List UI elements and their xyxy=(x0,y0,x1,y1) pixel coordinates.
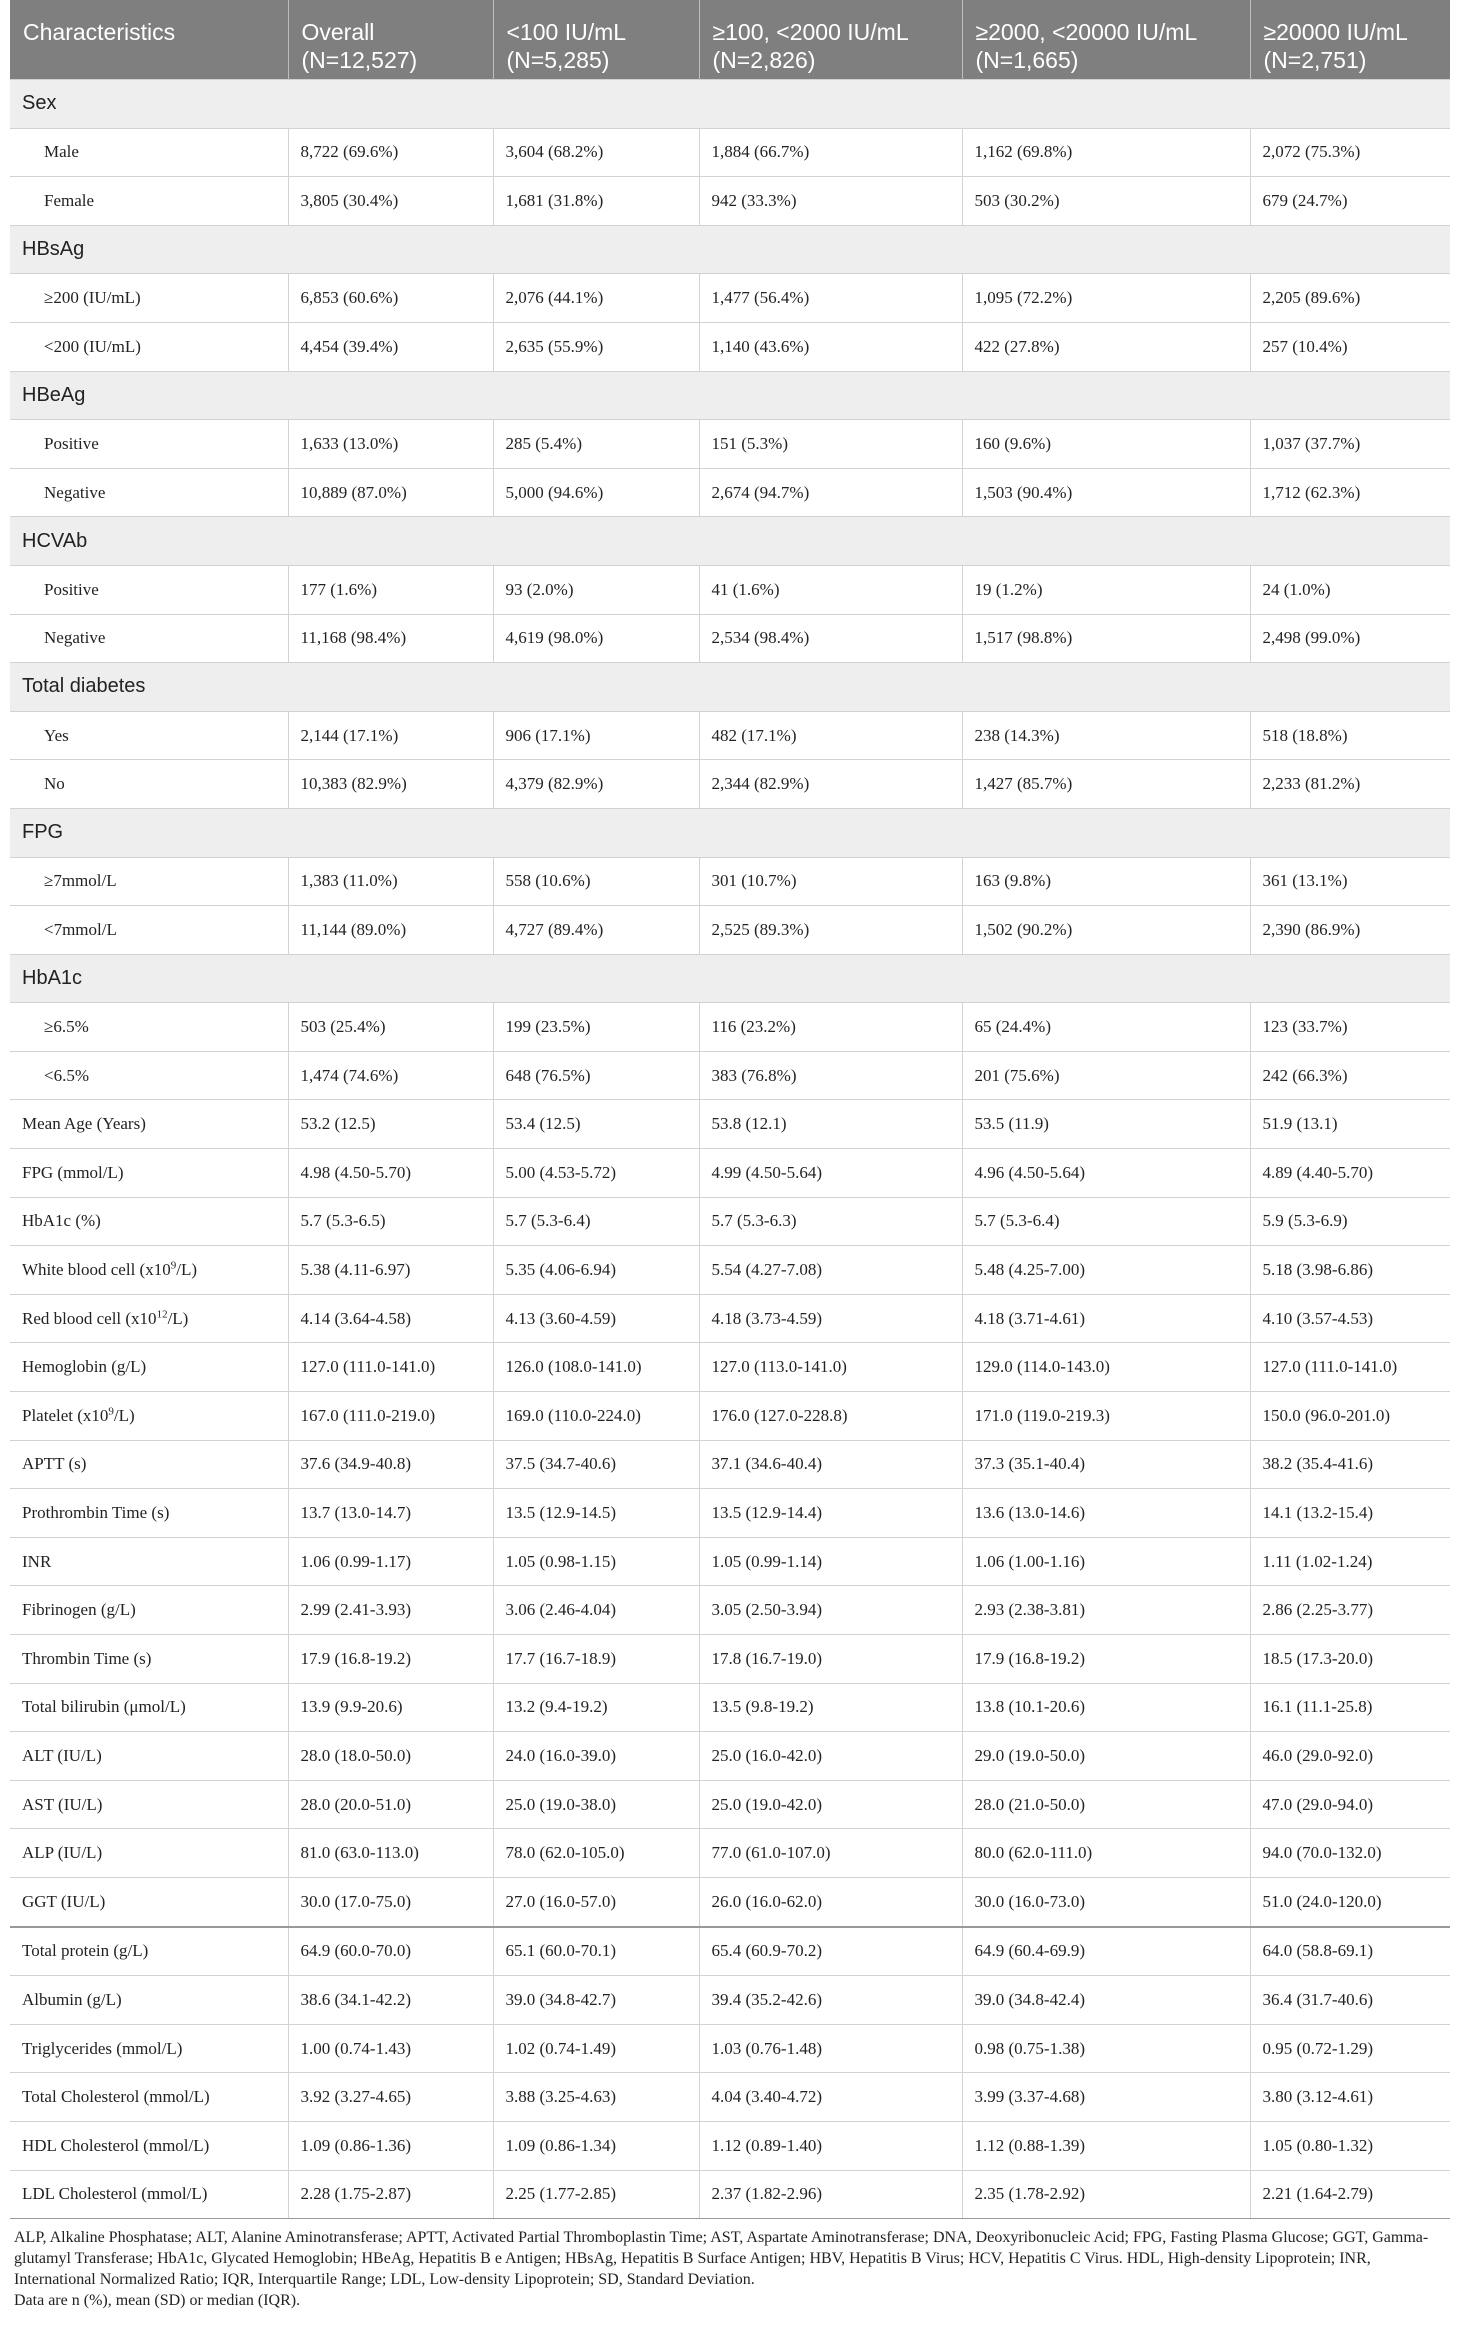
table-cell: 163 (9.8%) xyxy=(962,857,1250,906)
table-cell: 1.12 (0.89-1.40) xyxy=(699,2121,962,2170)
table-cell: 25.0 (16.0-42.0) xyxy=(699,1732,962,1781)
table-cell: 4.98 (4.50-5.70) xyxy=(288,1149,493,1198)
table-cell: 4.04 (3.40-4.72) xyxy=(699,2073,962,2122)
table-cell: 1,633 (13.0%) xyxy=(288,420,493,469)
table-cell: 201 (75.6%) xyxy=(962,1051,1250,1100)
table-row xyxy=(10,2024,1450,2073)
table-row xyxy=(10,906,1450,955)
table-cell: 10,383 (82.9%) xyxy=(288,760,493,809)
table-cell: 13.2 (9.4-19.2) xyxy=(493,1683,699,1732)
characteristics-table xyxy=(10,0,1450,2219)
row-label: Thrombin Time (s) xyxy=(10,1635,288,1684)
table-row xyxy=(10,1100,1450,1149)
row-label: Mean Age (Years) xyxy=(10,1100,288,1149)
table-cell: 5.7 (5.3-6.3) xyxy=(699,1197,962,1246)
table-cell: 37.3 (35.1-40.4) xyxy=(962,1440,1250,1489)
row-label: ALT (IU/L) xyxy=(10,1732,288,1781)
table-row xyxy=(10,128,1450,177)
table-cell: 942 (33.3%) xyxy=(699,177,962,226)
table-cell: 13.9 (9.9-20.6) xyxy=(288,1683,493,1732)
table-row xyxy=(10,274,1450,323)
table-cell: 37.5 (34.7-40.6) xyxy=(493,1440,699,1489)
table-row xyxy=(10,1246,1450,1295)
table-cell: 64.0 (58.8-69.1) xyxy=(1250,1927,1450,1976)
table-cell: 2,072 (75.3%) xyxy=(1250,128,1450,177)
table-cell: 1,140 (43.6%) xyxy=(699,322,962,371)
table-cell: 28.0 (20.0-51.0) xyxy=(288,1780,493,1829)
group-header-row xyxy=(10,808,1450,857)
table-row xyxy=(10,1197,1450,1246)
table-row xyxy=(10,614,1450,663)
table-cell: 4.89 (4.40-5.70) xyxy=(1250,1149,1450,1198)
group-label: Sex xyxy=(10,80,1450,129)
table-cell: 3.92 (3.27-4.65) xyxy=(288,2073,493,2122)
table-cell: 558 (10.6%) xyxy=(493,857,699,906)
table-cell: 169.0 (110.0-224.0) xyxy=(493,1392,699,1441)
table-cell: 3.88 (3.25-4.63) xyxy=(493,2073,699,2122)
row-label: No xyxy=(10,760,288,809)
table-cell: 29.0 (19.0-50.0) xyxy=(962,1732,1250,1781)
table-cell: 37.1 (34.6-40.4) xyxy=(699,1440,962,1489)
table-cell: 2,144 (17.1%) xyxy=(288,711,493,760)
table-cell: 1.09 (0.86-1.34) xyxy=(493,2121,699,2170)
table-cell: 2,635 (55.9%) xyxy=(493,322,699,371)
table-cell: 13.5 (9.8-19.2) xyxy=(699,1683,962,1732)
table-cell: 1.05 (0.99-1.14) xyxy=(699,1537,962,1586)
table-cell: 17.9 (16.8-19.2) xyxy=(962,1635,1250,1684)
table-cell: 5.9 (5.3-6.9) xyxy=(1250,1197,1450,1246)
table-cell: 28.0 (21.0-50.0) xyxy=(962,1780,1250,1829)
table-cell: 4.18 (3.71-4.61) xyxy=(962,1294,1250,1343)
table-cell: 127.0 (113.0-141.0) xyxy=(699,1343,962,1392)
table-cell: 38.2 (35.4-41.6) xyxy=(1250,1440,1450,1489)
header-characteristics: Characteristics xyxy=(10,0,288,80)
table-cell: 5,000 (94.6%) xyxy=(493,468,699,517)
table-cell: 1.00 (0.74-1.43) xyxy=(288,2024,493,2073)
row-label-text: Red blood cell (x10 xyxy=(22,1308,157,1328)
group-label: HCVAb xyxy=(10,517,1450,566)
row-label-unit: /L) xyxy=(176,1260,197,1280)
table-cell: 0.95 (0.72-1.29) xyxy=(1250,2024,1450,2073)
row-label: Total protein (g/L) xyxy=(10,1927,288,1976)
group-label: HBeAg xyxy=(10,371,1450,420)
table-cell: 5.35 (4.06-6.94) xyxy=(493,1246,699,1295)
row-label-text: White blood cell (x10 xyxy=(22,1260,171,1280)
table-row xyxy=(10,1003,1450,1052)
table-cell: 1.06 (0.99-1.17) xyxy=(288,1537,493,1586)
row-label-text: Platelet (x10 xyxy=(22,1405,109,1425)
table-row xyxy=(10,1927,1450,1976)
row-label-superscript: 12 xyxy=(156,1307,168,1320)
table-row xyxy=(10,1586,1450,1635)
row-label: HbA1c (%) xyxy=(10,1197,288,1246)
table-cell: 14.1 (13.2-15.4) xyxy=(1250,1489,1450,1538)
table-cell: 383 (76.8%) xyxy=(699,1051,962,1100)
table-cell: 39.0 (34.8-42.4) xyxy=(962,1976,1250,2025)
header-under-100: <100 IU/mL (N=5,285) xyxy=(493,0,699,80)
row-label: <6.5% xyxy=(10,1051,288,1100)
table-row xyxy=(10,468,1450,517)
table-cell: 3.06 (2.46-4.04) xyxy=(493,1586,699,1635)
table-cell: 127.0 (111.0-141.0) xyxy=(1250,1343,1450,1392)
table-cell: 2.21 (1.64-2.79) xyxy=(1250,2170,1450,2219)
row-label xyxy=(10,1294,288,1343)
table-cell: 4.14 (3.64-4.58) xyxy=(288,1294,493,1343)
table-cell: 127.0 (111.0-141.0) xyxy=(288,1343,493,1392)
table-cell: 17.8 (16.7-19.0) xyxy=(699,1635,962,1684)
table-cell: 2,534 (98.4%) xyxy=(699,614,962,663)
table-cell: 94.0 (70.0-132.0) xyxy=(1250,1829,1450,1878)
row-label-unit: /L) xyxy=(167,1308,189,1328)
table-cell: 24.0 (16.0-39.0) xyxy=(493,1732,699,1781)
row-label: GGT (IU/L) xyxy=(10,1877,288,1926)
table-cell: 39.0 (34.8-42.7) xyxy=(493,1976,699,2025)
table-row xyxy=(10,1294,1450,1343)
table-cell: 16.1 (11.1-25.8) xyxy=(1250,1683,1450,1732)
table-cell: 11,144 (89.0%) xyxy=(288,906,493,955)
table-cell: 257 (10.4%) xyxy=(1250,322,1450,371)
table-row xyxy=(10,1343,1450,1392)
table-row xyxy=(10,1489,1450,1538)
table-row xyxy=(10,1683,1450,1732)
table-cell: 1,474 (74.6%) xyxy=(288,1051,493,1100)
table-cell: 53.5 (11.9) xyxy=(962,1100,1250,1149)
table-cell: 1,477 (56.4%) xyxy=(699,274,962,323)
table-cell: 2.25 (1.77-2.85) xyxy=(493,2170,699,2219)
row-label: Fibrinogen (g/L) xyxy=(10,1586,288,1635)
table-cell: 2.99 (2.41-3.93) xyxy=(288,1586,493,1635)
group-header-row xyxy=(10,225,1450,274)
row-label: <200 (IU/mL) xyxy=(10,322,288,371)
table-cell: 11,168 (98.4%) xyxy=(288,614,493,663)
table-cell: 1,517 (98.8%) xyxy=(962,614,1250,663)
table-cell: 13.6 (13.0-14.6) xyxy=(962,1489,1250,1538)
table-cell: 80.0 (62.0-111.0) xyxy=(962,1829,1250,1878)
table-cell: 238 (14.3%) xyxy=(962,711,1250,760)
table-row xyxy=(10,420,1450,469)
table-cell: 4.18 (3.73-4.59) xyxy=(699,1294,962,1343)
table-cell: 151 (5.3%) xyxy=(699,420,962,469)
table-cell: 26.0 (16.0-62.0) xyxy=(699,1877,962,1926)
table-row xyxy=(10,1392,1450,1441)
row-label xyxy=(10,1246,288,1295)
table-row xyxy=(10,1635,1450,1684)
table-cell: 518 (18.8%) xyxy=(1250,711,1450,760)
table-cell: 2,525 (89.3%) xyxy=(699,906,962,955)
table-footnote xyxy=(10,2219,1450,2311)
table-cell: 25.0 (19.0-38.0) xyxy=(493,1780,699,1829)
table-cell: 5.48 (4.25-7.00) xyxy=(962,1246,1250,1295)
table-cell: 4,727 (89.4%) xyxy=(493,906,699,955)
table-cell: 1.12 (0.88-1.39) xyxy=(962,2121,1250,2170)
table-cell: 0.98 (0.75-1.38) xyxy=(962,2024,1250,2073)
row-label: LDL Cholesterol (mmol/L) xyxy=(10,2170,288,2219)
table-cell: 36.4 (31.7-40.6) xyxy=(1250,1976,1450,2025)
row-label: Positive xyxy=(10,420,288,469)
table-cell: 53.4 (12.5) xyxy=(493,1100,699,1149)
table-cell: 1.05 (0.98-1.15) xyxy=(493,1537,699,1586)
group-label: Total diabetes xyxy=(10,663,1450,712)
table-cell: 64.9 (60.4-69.9) xyxy=(962,1927,1250,1976)
row-label: FPG (mmol/L) xyxy=(10,1149,288,1198)
table-cell: 5.7 (5.3-6.4) xyxy=(493,1197,699,1246)
table-cell: 1,383 (11.0%) xyxy=(288,857,493,906)
table-cell: 2.93 (2.38-3.81) xyxy=(962,1586,1250,1635)
table-cell: 28.0 (18.0-50.0) xyxy=(288,1732,493,1781)
table-cell: 648 (76.5%) xyxy=(493,1051,699,1100)
table-cell: 2.37 (1.82-2.96) xyxy=(699,2170,962,2219)
table-cell: 13.8 (10.1-20.6) xyxy=(962,1683,1250,1732)
table-header-row xyxy=(10,0,1450,80)
row-label: Yes xyxy=(10,711,288,760)
table-cell: 5.38 (4.11-6.97) xyxy=(288,1246,493,1295)
table-cell: 65 (24.4%) xyxy=(962,1003,1250,1052)
table-cell: 2,498 (99.0%) xyxy=(1250,614,1450,663)
table-cell: 4.96 (4.50-5.64) xyxy=(962,1149,1250,1198)
row-label-superscript: 9 xyxy=(108,1405,114,1418)
row-label: Male xyxy=(10,128,288,177)
table-cell: 39.4 (35.2-42.6) xyxy=(699,1976,962,2025)
table-cell: 199 (23.5%) xyxy=(493,1003,699,1052)
table-cell: 2,233 (81.2%) xyxy=(1250,760,1450,809)
row-label: <7mmol/L xyxy=(10,906,288,955)
row-label: Total bilirubin (μmol/L) xyxy=(10,1683,288,1732)
table-cell: 13.5 (12.9-14.4) xyxy=(699,1489,962,1538)
table-row xyxy=(10,1877,1450,1926)
table-cell: 1.02 (0.74-1.49) xyxy=(493,2024,699,2073)
table-cell: 24 (1.0%) xyxy=(1250,565,1450,614)
table-cell: 361 (13.1%) xyxy=(1250,857,1450,906)
table-cell: 1,884 (66.7%) xyxy=(699,128,962,177)
table-cell: 129.0 (114.0-143.0) xyxy=(962,1343,1250,1392)
table-row xyxy=(10,565,1450,614)
table-cell: 27.0 (16.0-57.0) xyxy=(493,1877,699,1926)
table-cell: 65.1 (60.0-70.1) xyxy=(493,1927,699,1976)
table-cell: 1,427 (85.7%) xyxy=(962,760,1250,809)
row-label: ALP (IU/L) xyxy=(10,1829,288,1878)
table-row xyxy=(10,1440,1450,1489)
table-cell: 1,502 (90.2%) xyxy=(962,906,1250,955)
row-label: Female xyxy=(10,177,288,226)
table-cell: 5.18 (3.98-6.86) xyxy=(1250,1246,1450,1295)
table-cell: 19 (1.2%) xyxy=(962,565,1250,614)
row-label: INR xyxy=(10,1537,288,1586)
table-cell: 17.7 (16.7-18.9) xyxy=(493,1635,699,1684)
table-cell: 5.7 (5.3-6.5) xyxy=(288,1197,493,1246)
table-cell: 41 (1.6%) xyxy=(699,565,962,614)
table-row xyxy=(10,1780,1450,1829)
table-cell: 30.0 (17.0-75.0) xyxy=(288,1877,493,1926)
table-cell: 2,674 (94.7%) xyxy=(699,468,962,517)
table-cell: 242 (66.3%) xyxy=(1250,1051,1450,1100)
table-cell: 116 (23.2%) xyxy=(699,1003,962,1052)
table-cell: 78.0 (62.0-105.0) xyxy=(493,1829,699,1878)
group-header-row xyxy=(10,663,1450,712)
row-label-superscript: 9 xyxy=(170,1259,177,1272)
table-cell: 177 (1.6%) xyxy=(288,565,493,614)
row-label-unit: /L) xyxy=(113,1405,135,1425)
table-cell: 64.9 (60.0-70.0) xyxy=(288,1927,493,1976)
table-cell: 4.10 (3.57-4.53) xyxy=(1250,1294,1450,1343)
table-cell: 679 (24.7%) xyxy=(1250,177,1450,226)
table-cell: 17.9 (16.8-19.2) xyxy=(288,1635,493,1684)
table-cell: 13.7 (13.0-14.7) xyxy=(288,1489,493,1538)
table-row xyxy=(10,2170,1450,2219)
table-row xyxy=(10,711,1450,760)
table-cell: 2,344 (82.9%) xyxy=(699,760,962,809)
table-cell: 4,379 (82.9%) xyxy=(493,760,699,809)
row-label: Positive xyxy=(10,565,288,614)
footnote-data-note: Data are n (%), mean (SD) or median (IQR). xyxy=(14,2292,301,2310)
table-cell: 4,619 (98.0%) xyxy=(493,614,699,663)
table-cell: 47.0 (29.0-94.0) xyxy=(1250,1780,1450,1829)
table-cell: 2,076 (44.1%) xyxy=(493,274,699,323)
table-cell: 6,853 (60.6%) xyxy=(288,274,493,323)
row-label: ≥7mmol/L xyxy=(10,857,288,906)
header-100-2000: ≥100, <2000 IU/mL (N=2,826) xyxy=(699,0,962,80)
table-cell: 5.00 (4.53-5.72) xyxy=(493,1149,699,1198)
table-cell: 3.05 (2.50-3.94) xyxy=(699,1586,962,1635)
table-cell: 126.0 (108.0-141.0) xyxy=(493,1343,699,1392)
table-row xyxy=(10,857,1450,906)
table-row xyxy=(10,2121,1450,2170)
row-label: APTT (s) xyxy=(10,1440,288,1489)
table-cell: 285 (5.4%) xyxy=(493,420,699,469)
table-cell: 1,503 (90.4%) xyxy=(962,468,1250,517)
table-cell: 167.0 (111.0-219.0) xyxy=(288,1392,493,1441)
table-cell: 13.5 (12.9-14.5) xyxy=(493,1489,699,1538)
table-row xyxy=(10,1537,1450,1586)
group-header-row xyxy=(10,517,1450,566)
table-cell: 4,454 (39.4%) xyxy=(288,322,493,371)
table-cell: 2,205 (89.6%) xyxy=(1250,274,1450,323)
group-header-row xyxy=(10,954,1450,1003)
footnote-abbreviations: ALP, Alkaline Phosphatase; ALT, Alanine Aminotransferase; APTT, Activated Partial Thromboplastin Time; AST, Aspartate Aminotransferase; DNA, Deoxyribonucleic Acid; FPG, Fasting Plasma Glucose; GGT, Gamma-glutamyl Transferase; HbA1c, Glycated Hemoglobin; HBeAg, Hepatitis B e Antigen; HBsAg, Hepatitis B Surface Antigen; HBV, Hepatitis B Virus; HCV, Hepatitis C Virus. HDL, High-density Lipoprotein; INR, International Normalized Ratio; IQR, Interquartile Range; LDL, Low-density Lipoprotein; SD, Standard Deviation. xyxy=(14,2229,1429,2289)
table-row xyxy=(10,1149,1450,1198)
table-cell: 176.0 (127.0-228.8) xyxy=(699,1392,962,1441)
table-cell: 65.4 (60.9-70.2) xyxy=(699,1927,962,1976)
header-over-20000: ≥20000 IU/mL (N=2,751) xyxy=(1250,0,1450,80)
table-cell: 1,095 (72.2%) xyxy=(962,274,1250,323)
table-cell: 51.9 (13.1) xyxy=(1250,1100,1450,1149)
table-cell: 150.0 (96.0-201.0) xyxy=(1250,1392,1450,1441)
table-cell: 301 (10.7%) xyxy=(699,857,962,906)
table-cell: 1,162 (69.8%) xyxy=(962,128,1250,177)
group-header-row xyxy=(10,80,1450,129)
table-row xyxy=(10,2073,1450,2122)
table-cell: 37.6 (34.9-40.8) xyxy=(288,1440,493,1489)
table-cell: 2,390 (86.9%) xyxy=(1250,906,1450,955)
table-cell: 2.28 (1.75-2.87) xyxy=(288,2170,493,2219)
table-cell: 2.86 (2.25-3.77) xyxy=(1250,1586,1450,1635)
header-2000-20000: ≥2000, <20000 IU/mL (N=1,665) xyxy=(962,0,1250,80)
row-label: Albumin (g/L) xyxy=(10,1976,288,2025)
table-cell: 81.0 (63.0-113.0) xyxy=(288,1829,493,1878)
table-cell: 53.8 (12.1) xyxy=(699,1100,962,1149)
group-label: HBsAg xyxy=(10,225,1450,274)
table-cell: 30.0 (16.0-73.0) xyxy=(962,1877,1250,1926)
row-label: Negative xyxy=(10,614,288,663)
group-label: FPG xyxy=(10,808,1450,857)
row-label: Triglycerides (mmol/L) xyxy=(10,2024,288,2073)
table-row xyxy=(10,322,1450,371)
row-label: AST (IU/L) xyxy=(10,1780,288,1829)
table-cell: 3.80 (3.12-4.61) xyxy=(1250,2073,1450,2122)
table-cell: 10,889 (87.0%) xyxy=(288,468,493,517)
table-cell: 1.11 (1.02-1.24) xyxy=(1250,1537,1450,1586)
table-cell: 4.99 (4.50-5.64) xyxy=(699,1149,962,1198)
row-label: Negative xyxy=(10,468,288,517)
row-label: Prothrombin Time (s) xyxy=(10,1489,288,1538)
row-label: Total Cholesterol (mmol/L) xyxy=(10,2073,288,2122)
table-cell: 53.2 (12.5) xyxy=(288,1100,493,1149)
group-header-row xyxy=(10,371,1450,420)
row-label: HDL Cholesterol (mmol/L) xyxy=(10,2121,288,2170)
table-cell: 77.0 (61.0-107.0) xyxy=(699,1829,962,1878)
table-cell: 1,712 (62.3%) xyxy=(1250,468,1450,517)
table-cell: 8,722 (69.6%) xyxy=(288,128,493,177)
table-cell: 1,037 (37.7%) xyxy=(1250,420,1450,469)
header-overall: Overall (N=12,527) xyxy=(288,0,493,80)
table-cell: 1.03 (0.76-1.48) xyxy=(699,2024,962,2073)
row-label xyxy=(10,1392,288,1441)
table-cell: 2.35 (1.78-2.92) xyxy=(962,2170,1250,2219)
table-cell: 18.5 (17.3-20.0) xyxy=(1250,1635,1450,1684)
table-cell: 3,604 (68.2%) xyxy=(493,128,699,177)
row-label: ≥6.5% xyxy=(10,1003,288,1052)
table-body xyxy=(10,80,1450,2219)
table-cell: 906 (17.1%) xyxy=(493,711,699,760)
table-cell: 51.0 (24.0-120.0) xyxy=(1250,1877,1450,1926)
table-cell: 5.54 (4.27-7.08) xyxy=(699,1246,962,1295)
table-cell: 1.06 (1.00-1.16) xyxy=(962,1537,1250,1586)
table-cell: 3.99 (3.37-4.68) xyxy=(962,2073,1250,2122)
table-row xyxy=(10,177,1450,226)
table-cell: 1.05 (0.80-1.32) xyxy=(1250,2121,1450,2170)
group-label: HbA1c xyxy=(10,954,1450,1003)
table-cell: 422 (27.8%) xyxy=(962,322,1250,371)
table-cell: 503 (25.4%) xyxy=(288,1003,493,1052)
row-label: ≥200 (IU/mL) xyxy=(10,274,288,323)
table-cell: 4.13 (3.60-4.59) xyxy=(493,1294,699,1343)
table-container xyxy=(10,0,1450,2311)
table-row xyxy=(10,760,1450,809)
table-cell: 3,805 (30.4%) xyxy=(288,177,493,226)
table-row xyxy=(10,1051,1450,1100)
table-cell: 25.0 (19.0-42.0) xyxy=(699,1780,962,1829)
table-row xyxy=(10,1976,1450,2025)
table-cell: 46.0 (29.0-92.0) xyxy=(1250,1732,1450,1781)
table-cell: 123 (33.7%) xyxy=(1250,1003,1450,1052)
table-cell: 503 (30.2%) xyxy=(962,177,1250,226)
table-cell: 93 (2.0%) xyxy=(493,565,699,614)
table-cell: 5.7 (5.3-6.4) xyxy=(962,1197,1250,1246)
table-cell: 1,681 (31.8%) xyxy=(493,177,699,226)
table-cell: 1.09 (0.86-1.36) xyxy=(288,2121,493,2170)
table-cell: 482 (17.1%) xyxy=(699,711,962,760)
table-cell: 171.0 (119.0-219.3) xyxy=(962,1392,1250,1441)
row-label: Hemoglobin (g/L) xyxy=(10,1343,288,1392)
table-cell: 38.6 (34.1-42.2) xyxy=(288,1976,493,2025)
table-cell: 160 (9.6%) xyxy=(962,420,1250,469)
table-row xyxy=(10,1829,1450,1878)
table-row xyxy=(10,1732,1450,1781)
